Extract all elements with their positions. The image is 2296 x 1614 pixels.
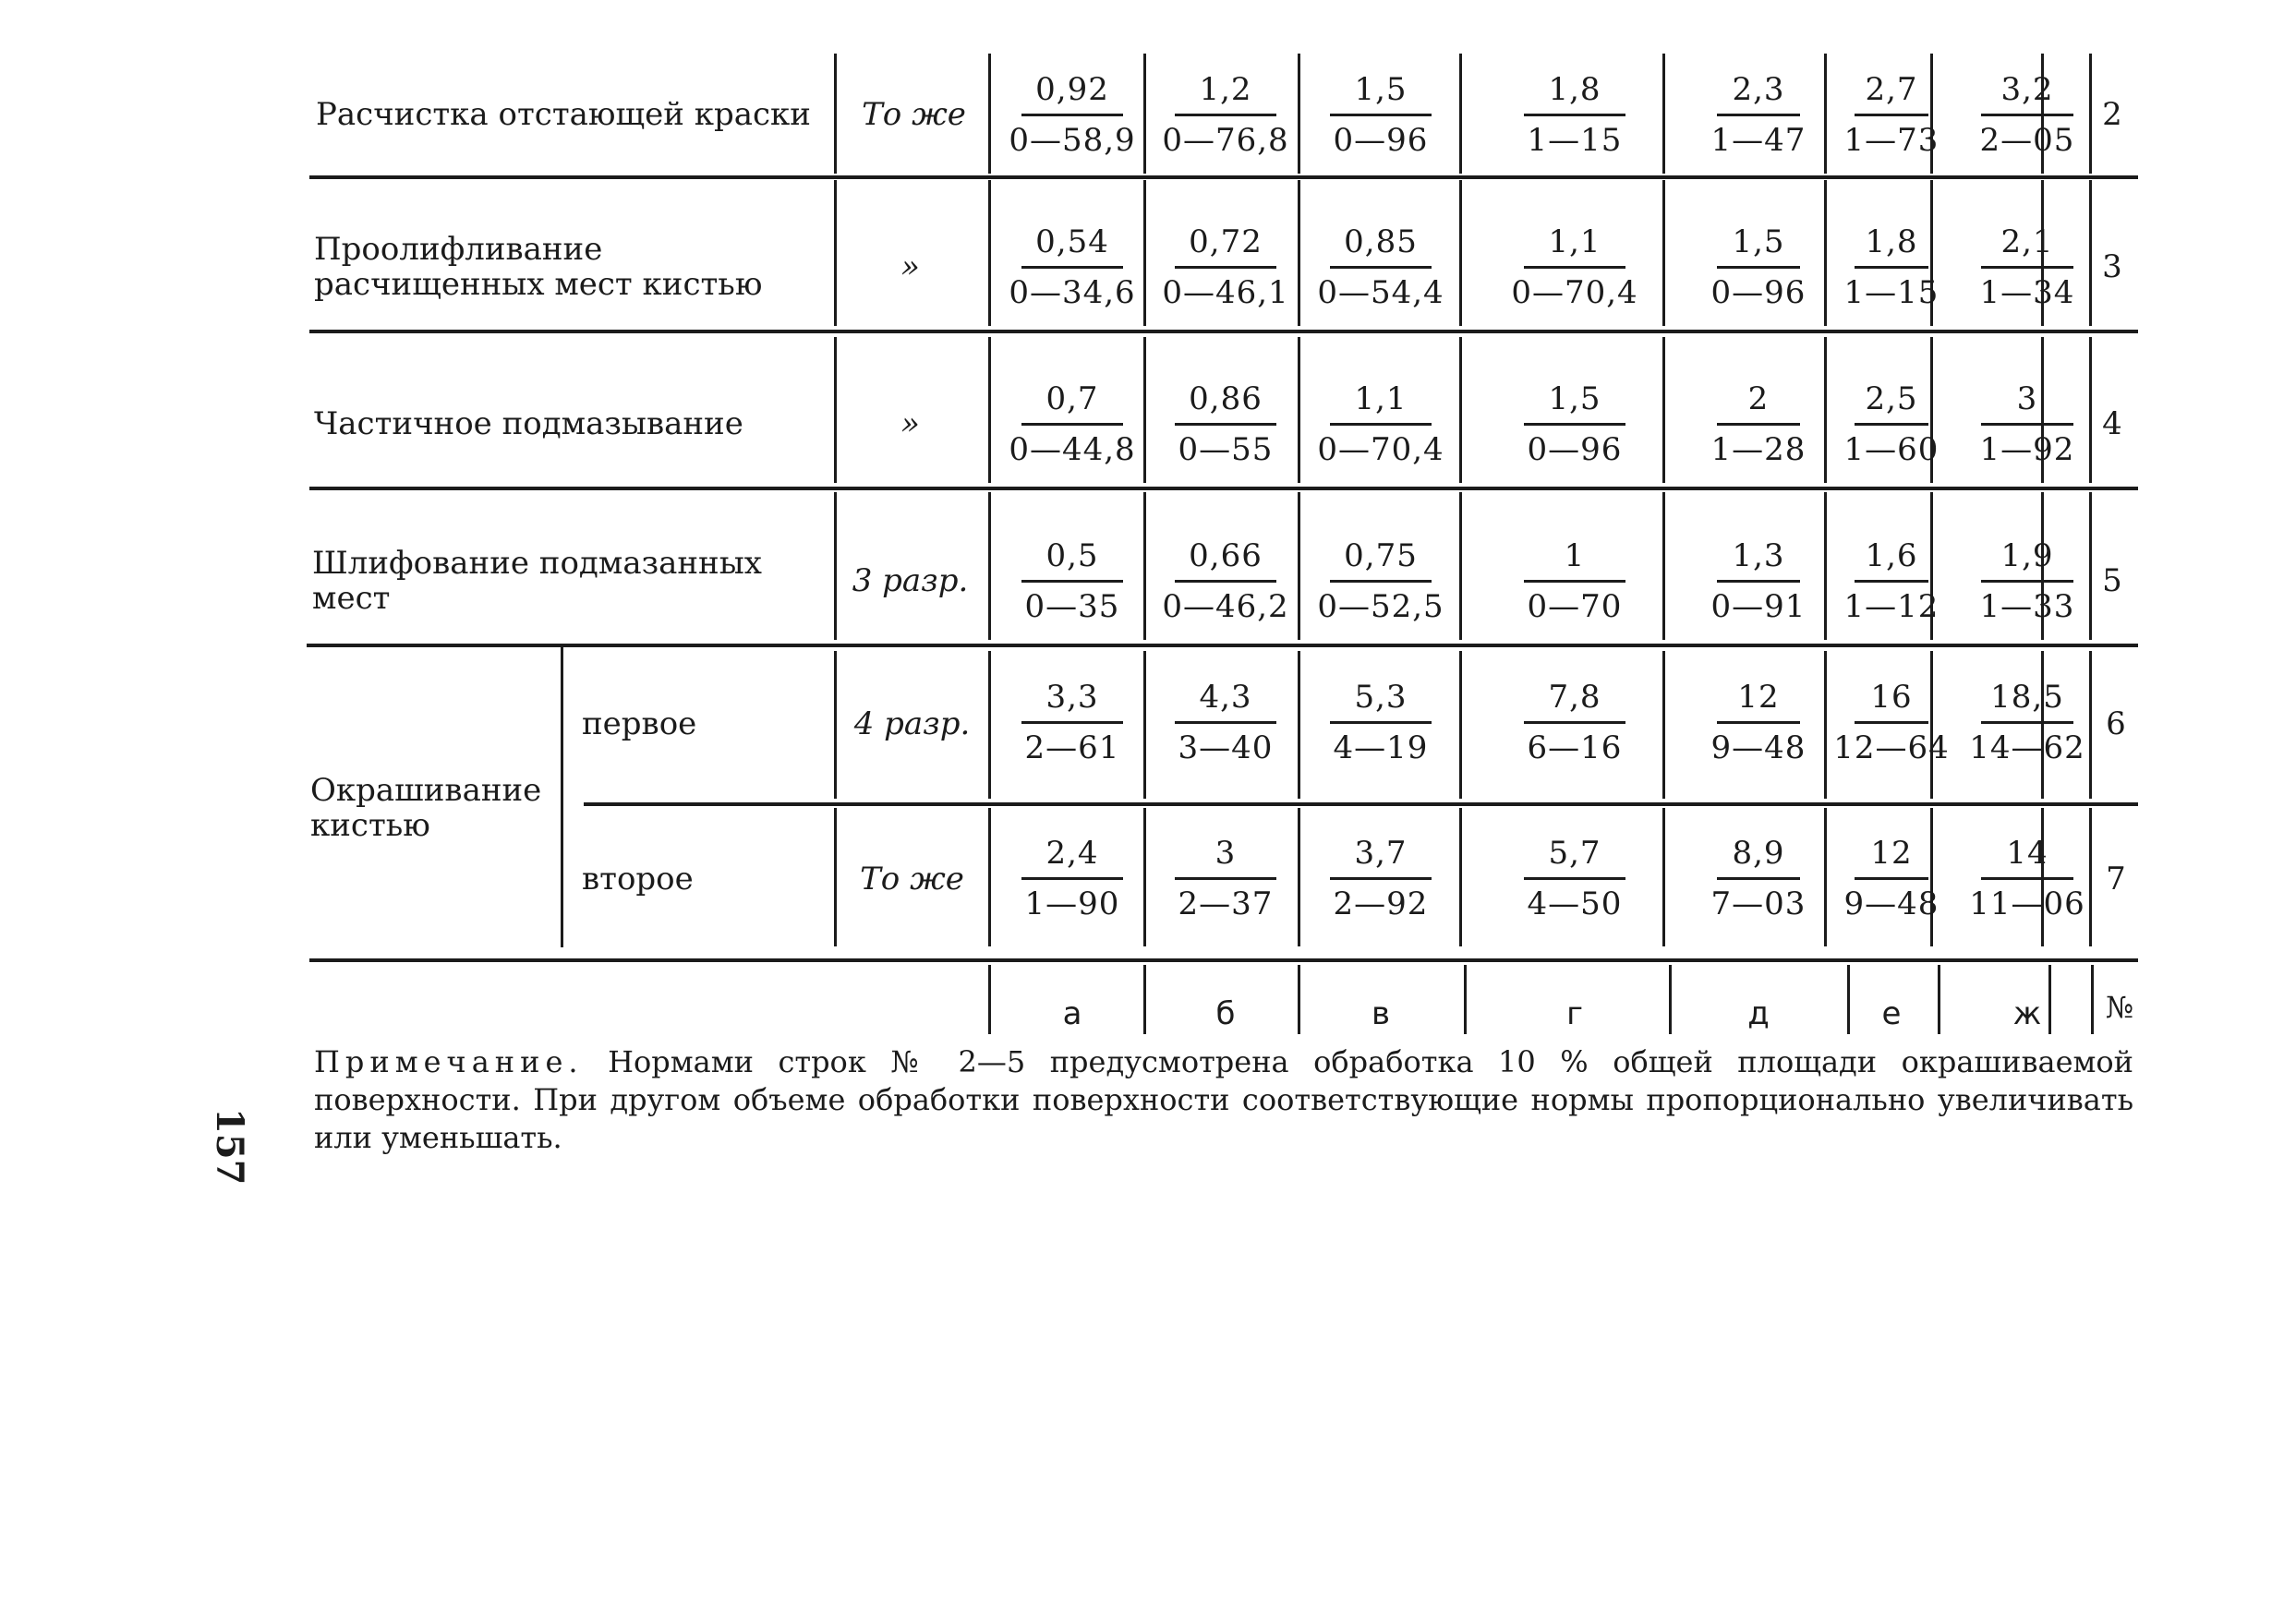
price-norm: 1—34 bbox=[1979, 273, 2075, 311]
table-rule bbox=[1662, 54, 1665, 174]
norm-value bbox=[1845, 819, 1938, 937]
fraction-bar bbox=[1717, 423, 1800, 426]
fraction-bar bbox=[1855, 877, 1928, 880]
note-lead: Примечание. bbox=[314, 1044, 584, 1079]
price-norm: 0—70,4 bbox=[1511, 273, 1638, 311]
fraction-bar bbox=[1855, 114, 1928, 116]
norm-value bbox=[1515, 663, 1635, 781]
time-norm: 18,5 bbox=[1990, 678, 2064, 716]
table-rule bbox=[1662, 180, 1665, 326]
table-rule bbox=[834, 54, 837, 174]
norm-value bbox=[1845, 365, 1938, 483]
table-rule bbox=[2089, 651, 2092, 799]
fraction-bar bbox=[1330, 423, 1432, 426]
table-rule bbox=[1662, 651, 1665, 799]
norm-value bbox=[1515, 522, 1635, 640]
price-norm: 1—15 bbox=[1527, 121, 1623, 159]
norm-value bbox=[1162, 208, 1289, 326]
norm-value bbox=[1972, 522, 2083, 640]
time-norm: 0,54 bbox=[1035, 223, 1109, 260]
table-rule bbox=[988, 808, 991, 946]
price-norm: 2—61 bbox=[1024, 729, 1120, 766]
category: » bbox=[900, 248, 920, 285]
table-rule bbox=[1143, 651, 1146, 799]
time-norm: 7,8 bbox=[1548, 678, 1601, 716]
time-norm: 1,5 bbox=[1548, 379, 1601, 417]
price-norm: 0—96 bbox=[1333, 121, 1429, 159]
table-rule bbox=[1459, 651, 1462, 799]
table-rule bbox=[2089, 808, 2092, 946]
column-letter: ж bbox=[2012, 995, 2042, 1032]
norm-value bbox=[1515, 819, 1635, 937]
time-norm: 8,9 bbox=[1732, 834, 1785, 872]
table-rule bbox=[584, 802, 2138, 806]
time-norm: 1,8 bbox=[1548, 70, 1601, 108]
norm-value bbox=[1162, 522, 1289, 640]
table-rule bbox=[1459, 180, 1462, 326]
fraction-bar bbox=[1330, 266, 1432, 269]
time-norm: 1,9 bbox=[2000, 536, 2054, 574]
price-norm: 1—33 bbox=[1979, 587, 2075, 625]
table-rule bbox=[1824, 651, 1827, 799]
time-norm: 3 bbox=[1214, 834, 1237, 872]
norm-value bbox=[1317, 522, 1444, 640]
time-norm: 1,8 bbox=[1865, 223, 1918, 260]
table-rule bbox=[988, 965, 991, 1034]
price-norm: 7—03 bbox=[1710, 885, 1807, 922]
time-norm: 2,4 bbox=[1045, 834, 1099, 872]
category: То же bbox=[862, 96, 966, 133]
column-letter: е bbox=[1881, 995, 1902, 1032]
sub-name: первое bbox=[582, 705, 697, 742]
fraction-bar bbox=[1021, 266, 1123, 269]
fraction-bar bbox=[1855, 580, 1928, 583]
table-rule bbox=[1662, 492, 1665, 640]
norm-value bbox=[1845, 55, 1938, 174]
time-norm: 1,5 bbox=[1732, 223, 1785, 260]
table-rule bbox=[1824, 492, 1827, 640]
price-norm: 1—47 bbox=[1710, 121, 1807, 159]
table-rule bbox=[2048, 965, 2051, 1034]
table-rule bbox=[1464, 965, 1467, 1034]
fraction-bar bbox=[1981, 266, 2073, 269]
row-number: 3 bbox=[2102, 248, 2122, 285]
fraction-bar bbox=[1330, 580, 1432, 583]
fraction-bar bbox=[1175, 266, 1276, 269]
price-norm: 0—44,8 bbox=[1009, 430, 1136, 468]
table-rule bbox=[1824, 54, 1827, 174]
table-rule bbox=[1143, 492, 1146, 640]
norm-value bbox=[1321, 55, 1441, 174]
price-norm: 1—92 bbox=[1979, 430, 2075, 468]
time-norm: 1,1 bbox=[1548, 223, 1601, 260]
time-norm: 2,3 bbox=[1732, 70, 1785, 108]
time-norm: 5,3 bbox=[1354, 678, 1408, 716]
table-rule bbox=[988, 651, 991, 799]
table-rule bbox=[1824, 337, 1827, 483]
price-norm: 0—58,9 bbox=[1009, 121, 1136, 159]
table-note bbox=[314, 1043, 2133, 1157]
fraction-bar bbox=[1717, 580, 1800, 583]
fraction-bar bbox=[1717, 877, 1800, 880]
norm-value bbox=[1969, 663, 2085, 781]
table-rule bbox=[988, 180, 991, 326]
norm-value bbox=[1511, 208, 1638, 326]
fraction-bar bbox=[1855, 266, 1928, 269]
fraction-bar bbox=[1175, 721, 1276, 724]
fraction-bar bbox=[1717, 266, 1800, 269]
table-rule bbox=[988, 337, 991, 483]
time-norm: 0,85 bbox=[1344, 223, 1418, 260]
norm-value bbox=[1166, 819, 1286, 937]
time-norm: 1 bbox=[1564, 536, 1586, 574]
table-rule bbox=[988, 492, 991, 640]
norm-value bbox=[1708, 55, 1809, 174]
norm-value bbox=[1009, 208, 1136, 326]
row-number: 4 bbox=[2102, 405, 2122, 442]
fraction-bar bbox=[1175, 580, 1276, 583]
fraction-bar bbox=[1524, 423, 1625, 426]
table-rule bbox=[1298, 965, 1300, 1034]
row-number: 7 bbox=[2106, 861, 2126, 897]
fraction-bar bbox=[1717, 721, 1800, 724]
table-rule bbox=[1298, 808, 1300, 946]
price-norm: 1—28 bbox=[1710, 430, 1807, 468]
sub-name: второе bbox=[582, 861, 694, 897]
time-norm: 1,6 bbox=[1865, 536, 1918, 574]
norm-value bbox=[1166, 365, 1286, 483]
time-norm: 0,86 bbox=[1189, 379, 1263, 417]
price-norm: 2—05 bbox=[1979, 121, 2075, 159]
table-rule bbox=[1143, 965, 1146, 1034]
table-rule bbox=[561, 646, 563, 947]
page-number: 157 bbox=[208, 1108, 251, 1186]
work-name: Расчистка отстающей краски bbox=[316, 96, 811, 133]
price-norm: 0—46,2 bbox=[1162, 587, 1289, 625]
row-number: 6 bbox=[2106, 705, 2126, 742]
table-rule bbox=[2091, 965, 2094, 1034]
column-letter: д bbox=[1747, 995, 1770, 1032]
note-text: Нормами строк № 2—5 предусмотрена обработка 10 % общей площади окрашиваемой поверхности. При другом объеме обработки поверхности соответствующие нормы пропорционально увеличивать или уменьшать. bbox=[314, 1044, 2134, 1155]
norm-value bbox=[1317, 365, 1444, 483]
row-number: 5 bbox=[2102, 562, 2122, 599]
time-norm: 0,72 bbox=[1189, 223, 1263, 260]
fraction-bar bbox=[1330, 877, 1432, 880]
fraction-bar bbox=[1717, 114, 1800, 116]
table-rule bbox=[1459, 492, 1462, 640]
price-norm: 1—90 bbox=[1024, 885, 1120, 922]
norm-value bbox=[1972, 365, 2083, 483]
price-norm: 4—19 bbox=[1333, 729, 1429, 766]
table-rule bbox=[1459, 337, 1462, 483]
norm-value bbox=[1162, 55, 1289, 174]
fraction-bar bbox=[1981, 877, 2073, 880]
table-rule bbox=[1824, 180, 1827, 326]
price-norm: 0—70,4 bbox=[1317, 430, 1444, 468]
norm-value bbox=[1166, 663, 1286, 781]
norm-value bbox=[1833, 663, 1950, 781]
fraction-bar bbox=[1981, 114, 2073, 116]
price-norm: 0—96 bbox=[1527, 430, 1623, 468]
fraction-bar bbox=[1855, 721, 1928, 724]
norm-value bbox=[1969, 819, 2085, 937]
price-norm: 14—62 bbox=[1969, 729, 2085, 766]
fraction-bar bbox=[1021, 877, 1123, 880]
table-rule bbox=[1459, 808, 1462, 946]
norm-value bbox=[1317, 208, 1444, 326]
table-rule bbox=[309, 958, 2138, 962]
norm-value bbox=[1708, 365, 1809, 483]
fraction-bar bbox=[1330, 721, 1432, 724]
work-name: Проолифливание расчищенных мест кистью bbox=[314, 231, 763, 303]
table-rule bbox=[1298, 492, 1300, 640]
number-column-header: № bbox=[2105, 990, 2134, 1025]
category: 4 разр. bbox=[853, 705, 971, 742]
norm-value bbox=[1845, 522, 1938, 640]
category: 3 разр. bbox=[852, 562, 969, 599]
fraction-bar bbox=[1855, 423, 1928, 426]
work-name: Шлифование подмазанных мест bbox=[312, 545, 762, 617]
time-norm: 2 bbox=[1747, 379, 1770, 417]
table-rule bbox=[1662, 337, 1665, 483]
norm-value bbox=[1515, 365, 1635, 483]
price-norm: 0—35 bbox=[1024, 587, 1120, 625]
time-norm: 0,7 bbox=[1045, 379, 1099, 417]
norm-value bbox=[1708, 819, 1809, 937]
fraction-bar bbox=[1981, 423, 2073, 426]
fraction-bar bbox=[1330, 114, 1432, 116]
price-norm: 1—15 bbox=[1843, 273, 1940, 311]
table-rule bbox=[309, 330, 2138, 333]
fraction-bar bbox=[1981, 580, 2073, 583]
table-rule bbox=[1143, 808, 1146, 946]
price-norm: 3—40 bbox=[1178, 729, 1274, 766]
time-norm: 4,3 bbox=[1199, 678, 1252, 716]
price-norm: 2—92 bbox=[1333, 885, 1429, 922]
price-norm: 1—73 bbox=[1843, 121, 1940, 159]
time-norm: 2,7 bbox=[1865, 70, 1918, 108]
time-norm: 0,92 bbox=[1035, 70, 1109, 108]
table-rule bbox=[1669, 965, 1672, 1034]
norm-value bbox=[1012, 522, 1132, 640]
table-rule bbox=[309, 175, 2138, 179]
price-norm: 0—54,4 bbox=[1317, 273, 1444, 311]
norm-value bbox=[1845, 208, 1938, 326]
price-norm: 0—55 bbox=[1178, 430, 1274, 468]
price-norm: 0—91 bbox=[1710, 587, 1807, 625]
fraction-bar bbox=[1524, 266, 1625, 269]
table-rule bbox=[307, 644, 2138, 647]
time-norm: 5,7 bbox=[1548, 834, 1601, 872]
column-letter: б bbox=[1215, 995, 1236, 1032]
fraction-bar bbox=[1175, 114, 1276, 116]
fraction-bar bbox=[1524, 580, 1625, 583]
fraction-bar bbox=[1524, 721, 1625, 724]
work-name: Частичное подмазывание bbox=[314, 405, 743, 442]
table-rule bbox=[1662, 808, 1665, 946]
price-norm: 1—60 bbox=[1843, 430, 1940, 468]
norm-value bbox=[1972, 208, 2083, 326]
fraction-bar bbox=[1524, 877, 1625, 880]
fraction-bar bbox=[1175, 423, 1276, 426]
table-rule bbox=[1824, 808, 1827, 946]
table-rule bbox=[1143, 337, 1146, 483]
column-letter: а bbox=[1062, 995, 1082, 1032]
time-norm: 3,2 bbox=[2000, 70, 2054, 108]
norm-value bbox=[1009, 365, 1136, 483]
fraction-bar bbox=[1021, 423, 1123, 426]
fraction-bar bbox=[1175, 877, 1276, 880]
fraction-bar bbox=[1021, 114, 1123, 116]
table-rule bbox=[1459, 54, 1462, 174]
time-norm: 1,1 bbox=[1354, 379, 1408, 417]
price-norm: 4—50 bbox=[1527, 885, 1623, 922]
norm-value bbox=[1012, 663, 1132, 781]
norm-value bbox=[1515, 55, 1635, 174]
time-norm: 1,3 bbox=[1732, 536, 1785, 574]
time-norm: 3,3 bbox=[1045, 678, 1099, 716]
norm-value bbox=[1009, 55, 1136, 174]
table-rule bbox=[1143, 54, 1146, 174]
category: То же bbox=[860, 861, 964, 897]
time-norm: 0,5 bbox=[1045, 536, 1099, 574]
table-rule bbox=[309, 487, 2138, 490]
price-norm: 2—37 bbox=[1178, 885, 1274, 922]
time-norm: 1,2 bbox=[1199, 70, 1252, 108]
time-norm: 14 bbox=[2006, 834, 2048, 872]
time-norm: 0,66 bbox=[1189, 536, 1263, 574]
work-name: Окрашивание кистью bbox=[310, 772, 542, 844]
price-norm: 12—64 bbox=[1833, 729, 1950, 766]
time-norm: 2,1 bbox=[2000, 223, 2054, 260]
price-norm: 0—96 bbox=[1710, 273, 1807, 311]
time-norm: 12 bbox=[1870, 834, 1913, 872]
price-norm: 6—16 bbox=[1527, 729, 1623, 766]
price-norm: 0—70 bbox=[1527, 587, 1623, 625]
norm-value bbox=[1321, 819, 1441, 937]
price-norm: 11—06 bbox=[1969, 885, 2085, 922]
price-norm: 9—48 bbox=[1843, 885, 1940, 922]
time-norm: 0,75 bbox=[1344, 536, 1418, 574]
time-norm: 16 bbox=[1870, 678, 1913, 716]
fraction-bar bbox=[1981, 721, 2073, 724]
time-norm: 3 bbox=[2016, 379, 2038, 417]
time-norm: 12 bbox=[1737, 678, 1780, 716]
norm-value bbox=[1708, 208, 1809, 326]
table-rule bbox=[1847, 965, 1850, 1034]
row-number: 2 bbox=[2102, 96, 2122, 133]
table-rule bbox=[1298, 180, 1300, 326]
price-norm: 1—12 bbox=[1843, 587, 1940, 625]
norm-value bbox=[1972, 55, 2083, 174]
price-norm: 0—46,1 bbox=[1162, 273, 1289, 311]
time-norm: 1,5 bbox=[1354, 70, 1408, 108]
norm-value bbox=[1708, 522, 1809, 640]
time-norm: 2,5 bbox=[1865, 379, 1918, 417]
column-letter: в bbox=[1371, 995, 1391, 1032]
price-norm: 9—48 bbox=[1710, 729, 1807, 766]
norm-value bbox=[1708, 663, 1809, 781]
fraction-bar bbox=[1021, 580, 1123, 583]
price-norm: 0—34,6 bbox=[1009, 273, 1136, 311]
table-rule bbox=[1938, 965, 1940, 1034]
table-rule bbox=[1298, 54, 1300, 174]
table-rule bbox=[1298, 651, 1300, 799]
table-rule bbox=[1143, 180, 1146, 326]
time-norm: 3,7 bbox=[1354, 834, 1408, 872]
norm-value bbox=[1012, 819, 1132, 937]
fraction-bar bbox=[1021, 721, 1123, 724]
table-rule bbox=[1298, 337, 1300, 483]
price-norm: 0—76,8 bbox=[1162, 121, 1289, 159]
fraction-bar bbox=[1524, 114, 1625, 116]
norm-value bbox=[1321, 663, 1441, 781]
column-letter: г bbox=[1566, 995, 1583, 1032]
price-norm: 0—52,5 bbox=[1317, 587, 1444, 625]
category: » bbox=[900, 405, 920, 442]
